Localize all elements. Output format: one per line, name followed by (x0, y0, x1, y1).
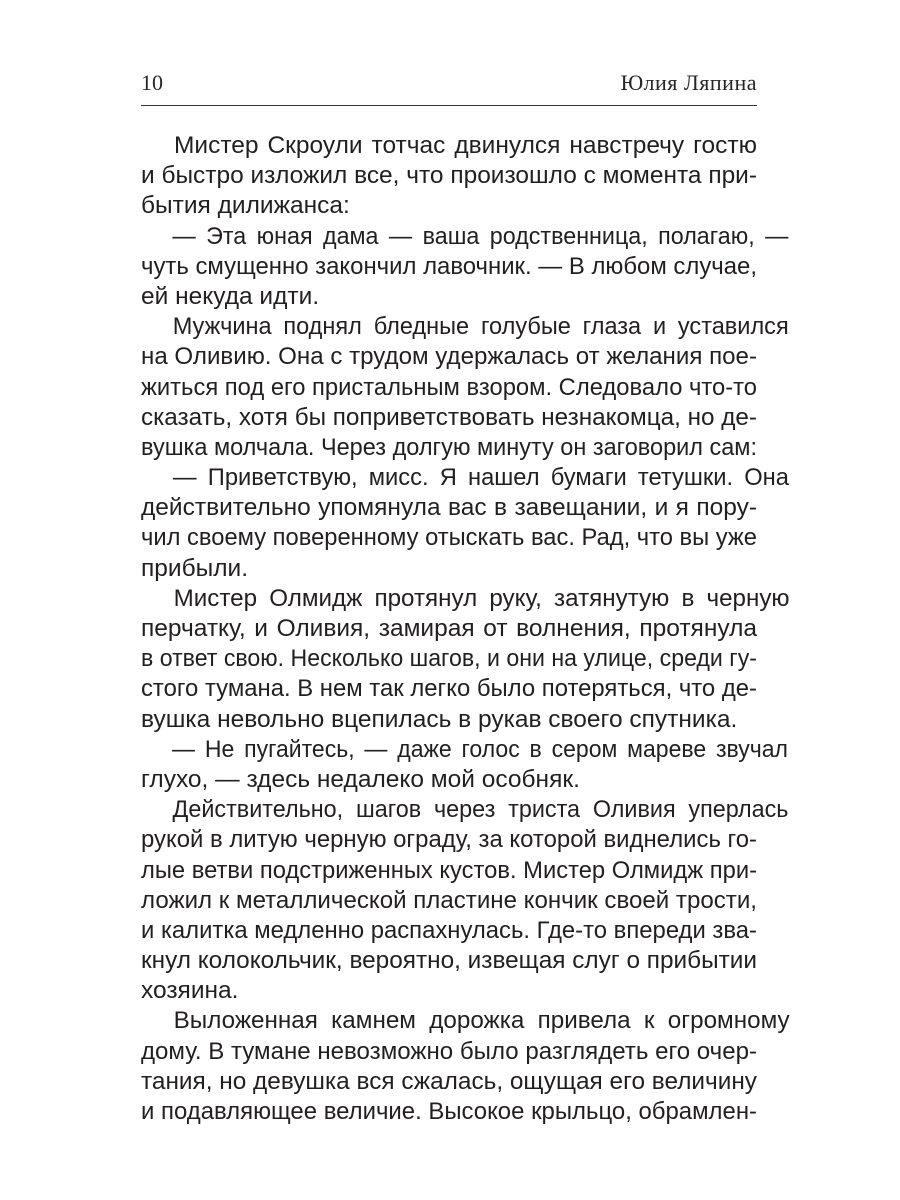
text-line: на Оливию. Она с трудом удержалась от желания пое- (141, 343, 757, 371)
text-line: глухо, — здесь недалеко мой особняк. (141, 765, 580, 793)
text-line: Мистер Олмидж протянул руку, затянутую в черную (173, 584, 790, 612)
text-line: — Эта юная дама — ваша родственница, полагаю, — (172, 222, 789, 250)
text-line: действительно упомянула вас в завещании, и я пору- (141, 494, 757, 522)
text-line: перчатку, и Оливия, замирая от волнения, протянула (141, 615, 757, 642)
text-line: ей некуда идти. (141, 282, 320, 310)
text-line: тания, но девушка вся сжалась, ощущая его величину (141, 1067, 757, 1095)
page-header (141, 66, 757, 100)
text-line: сказать, хотя бы поприветствовать незнакомца, но де- (141, 403, 757, 431)
text-line: чил своему поверенному отыскать вас. Рад, что вы уже (141, 524, 757, 552)
text-line: — Не пугайтесь, — даже голос в сером мареве звучал (171, 735, 788, 763)
text-line: Действительно, шагов через триста Оливия уперлась (172, 796, 789, 824)
text-line: — Приветствую, мисс. Я нашел бумаги тетушки. Она (172, 464, 789, 492)
running-title: Юлия Ляпина (620, 70, 757, 95)
text-line: кнул колокольчик, вероятно, извещая слуг о прибытии (141, 947, 757, 975)
text-line: чуть смущенно закончил лавочник. — В любом случае, (141, 252, 757, 280)
text-line: и подавляющее величие. Высокое крыльцо, обрамлен- (141, 1098, 757, 1125)
body-text (141, 131, 790, 1127)
text-line: бытия дилижанса: (141, 192, 350, 220)
text-line: хозяина. (141, 977, 239, 1005)
text-line: житься под его пристальным взором. Следовало что-то (141, 373, 757, 401)
text-line: рукой в литую черную ограду, за которой виднелись го- (141, 826, 757, 854)
text-line: Мистер Скроули тотчас двинулся навстречу гостю (174, 132, 757, 159)
text-line: и калитка медленно распахнулась. Где-то впереди зва- (141, 916, 757, 944)
text-line: дому. В тумане невозможно было разглядеть его очер- (141, 1037, 757, 1065)
page-number: 10 (141, 70, 163, 95)
text-line: ложил к металлической пластине кончик своей трости, (141, 886, 757, 914)
text-line: лые ветви подстриженных кустов. Мистер Олмидж при- (141, 856, 757, 884)
text-line: в ответ свою. Несколько шагов, и они на улице, среди гу- (141, 645, 757, 673)
text-line: вушка невольно вцепилась в рукав своего спутника. (141, 705, 738, 733)
text-line: прибыли. (141, 554, 249, 582)
text-line: и быстро изложил все, что произошло с момента при- (141, 162, 757, 190)
text-line: стого тумана. В нем так легко было потеряться, что де- (141, 675, 757, 703)
text-line: Выложенная камнем дорожка привела к огромному (173, 1007, 790, 1035)
text-line: вушка молчала. Через долгую минуту он заговорил сам: (141, 433, 757, 461)
header-rule (141, 105, 757, 106)
text-line: Мужчина поднял бледные голубые глаза и уставился (172, 313, 789, 341)
